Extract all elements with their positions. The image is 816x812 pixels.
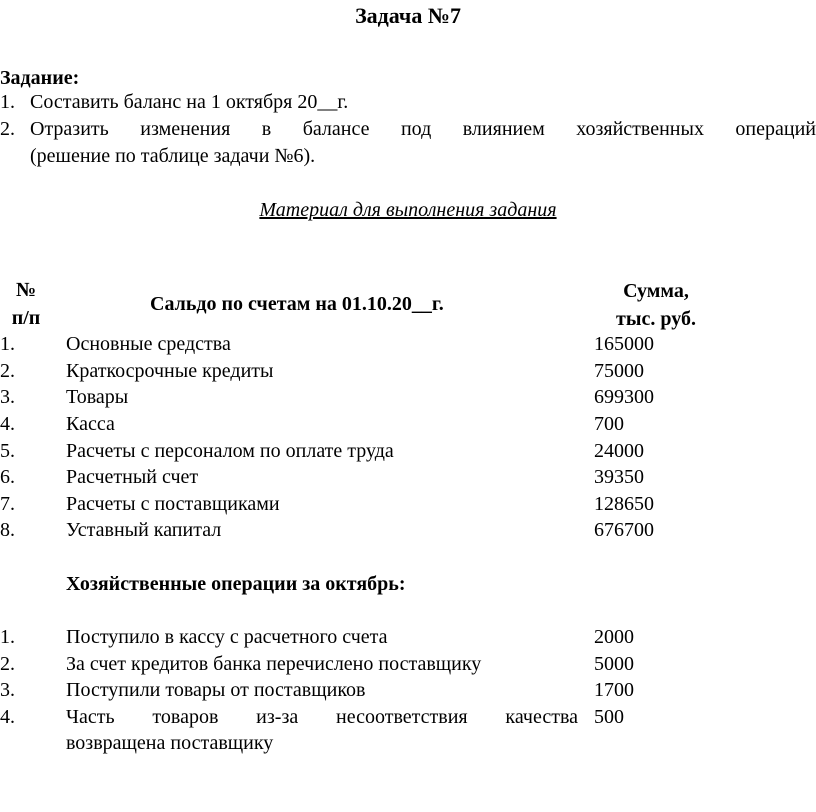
task-2-number: 2.	[0, 118, 15, 140]
operation-sum: 5000	[594, 653, 634, 675]
table-header-sum: Сумма,	[623, 280, 689, 302]
operation-number: 1.	[0, 626, 15, 648]
task-1-number: 1.	[0, 91, 15, 113]
row-number: 6.	[0, 466, 15, 488]
row-number: 1.	[0, 333, 15, 355]
row-account-name: Расчеты с персоналом по оплате труда	[66, 440, 394, 462]
operation-number: 2.	[0, 653, 15, 675]
task-1-text: Составить баланс на 1 октября 20__г.	[30, 91, 349, 113]
row-sum: 24000	[594, 440, 644, 462]
row-number: 5.	[0, 440, 15, 462]
operation-sum: 1700	[594, 679, 634, 701]
operation-number: 4.	[0, 706, 15, 728]
row-number: 7.	[0, 493, 15, 515]
operation-sum: 2000	[594, 626, 634, 648]
row-sum: 39350	[594, 466, 644, 488]
row-account-name: Касса	[66, 413, 115, 435]
row-number: 4.	[0, 413, 15, 435]
row-sum: 700	[594, 413, 624, 435]
row-sum: 676700	[594, 519, 654, 541]
task-heading: Задание:	[0, 67, 80, 89]
operation-number: 3.	[0, 679, 15, 701]
table-header-sum-unit: тыс. руб.	[616, 308, 696, 330]
row-sum: 699300	[594, 386, 654, 408]
row-account-name: Расчеты с поставщиками	[66, 493, 280, 515]
operations-heading: Хозяйственные операции за октябрь:	[66, 573, 406, 595]
row-sum: 128650	[594, 493, 654, 515]
operation-text: Поступило в кассу с расчетного счета	[66, 626, 388, 648]
operation-text: Поступили товары от поставщиков	[66, 679, 366, 701]
row-account-name: Расчетный счет	[66, 466, 199, 488]
operation-text-line1: Часть товаров из-за несоответствия качества	[66, 706, 578, 728]
row-account-name: Основные средства	[66, 333, 231, 355]
operation-text: За счет кредитов банка перечислено поставщику	[66, 653, 482, 675]
row-number: 3.	[0, 386, 15, 408]
row-sum: 165000	[594, 333, 654, 355]
operation-text-line2: возвращена поставщику	[66, 732, 274, 754]
row-account-name: Уставный капитал	[66, 519, 222, 541]
row-account-name: Краткосрочные кредиты	[66, 360, 274, 382]
task-2-text-line2: (решение по таблице задачи №6).	[30, 145, 316, 167]
row-number: 8.	[0, 519, 15, 541]
operation-sum: 500	[594, 706, 624, 728]
row-account-name: Товары	[66, 386, 129, 408]
table-header-no: №	[15, 279, 37, 301]
row-number: 2.	[0, 360, 15, 382]
table-header-no-sub: п/п	[11, 307, 41, 329]
material-title: Материал для выполнения задания	[259, 199, 557, 221]
row-sum: 75000	[594, 360, 644, 382]
task-2-text-line1: Отразить изменения в балансе под влиянием хозяйственных операций	[30, 118, 816, 140]
page-title: Задача №7	[355, 3, 461, 28]
table-header-name: Сальдо по счетам на 01.10.20__г.	[150, 293, 444, 315]
